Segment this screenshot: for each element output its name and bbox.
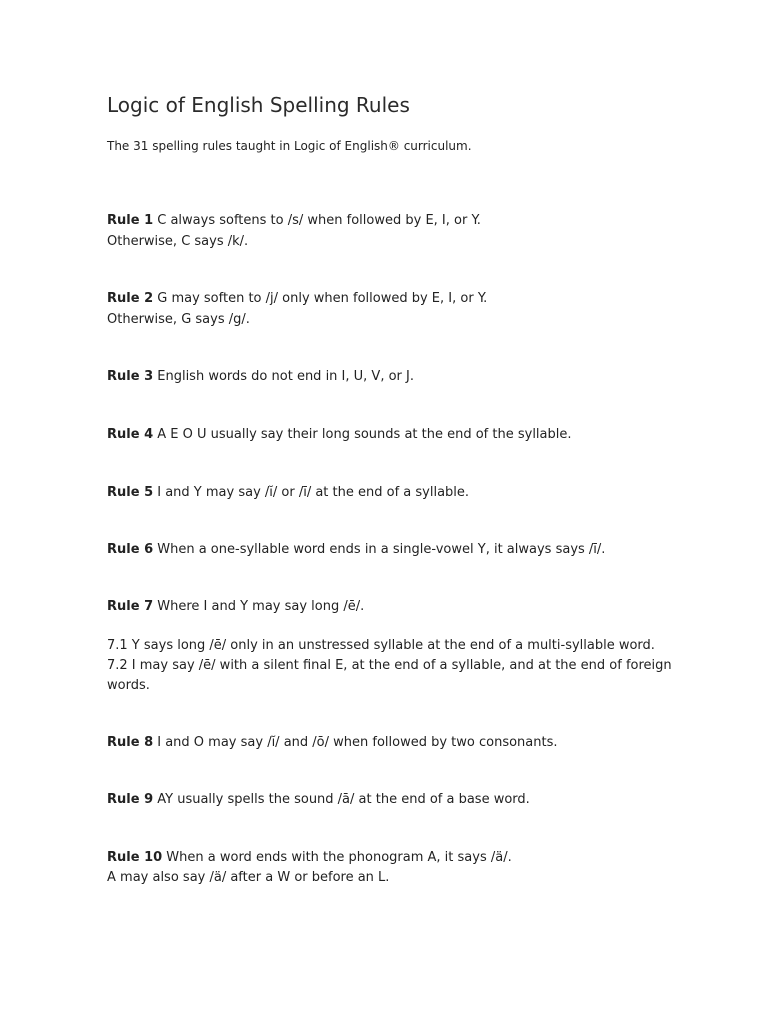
- rule-label: Rule 3: [107, 369, 154, 384]
- rule-label: Rule 4: [107, 427, 154, 442]
- rule-10-extra: A may also say /ä/ after a W or before an L.: [107, 870, 390, 885]
- rule-3: [107, 367, 414, 387]
- rule-label: Rule 1: [107, 213, 154, 228]
- rule-text: Where I and Y may say long /ē/.: [157, 599, 365, 614]
- rule-text: AY usually spells the sound /ā/ at the end of a base word.: [157, 792, 530, 807]
- rule-label: Rule 2: [107, 291, 154, 306]
- rule-8: [107, 733, 558, 753]
- rule-label: Rule 8: [107, 735, 154, 750]
- rule-10: [107, 848, 512, 868]
- rule-7: [107, 597, 364, 617]
- document-subtitle: The 31 spelling rules taught in Logic of English® curriculum.: [107, 139, 472, 153]
- rule-5: [107, 483, 469, 503]
- rule-text: I and Y may say /ĭ/ or /ī/ at the end of a syllable.: [157, 485, 470, 500]
- rule-text: I and O may say /ĭ/ and /ō/ when followed by two consonants.: [157, 735, 558, 750]
- rule-label: Rule 7: [107, 599, 154, 614]
- rule-text: A E O U usually say their long sounds at the end of the syllable.: [157, 427, 572, 442]
- rule-6: [107, 540, 605, 560]
- rule-text: When a word ends with the phonogram A, it says /ä/.: [166, 850, 512, 865]
- rule-text: When a one-syllable word ends in a single-vowel Y, it always says /ī/.: [157, 542, 606, 557]
- rule-7-2: 7.2 I may say /ē/ with a silent final E, at the end of a syllable, and at the end of foreign: [107, 658, 672, 673]
- rule-7-2-continued: words.: [107, 678, 150, 693]
- rule-label: Rule 10: [107, 850, 163, 865]
- rule-text: G may soften to /j/ only when followed by E, I, or Y.: [157, 291, 488, 306]
- rule-4: [107, 425, 572, 445]
- rule-text: C always softens to /s/ when followed by E, I, or Y.: [157, 213, 481, 228]
- rule-label: Rule 9: [107, 792, 154, 807]
- rule-text: English words do not end in I, U, V, or J.: [157, 369, 414, 384]
- document-title: Logic of English Spelling Rules: [107, 93, 410, 117]
- rule-1: [107, 211, 481, 231]
- rule-label: Rule 5: [107, 485, 154, 500]
- rule-7-1: 7.1 Y says long /ē/ only in an unstressed syllable at the end of a multi-syllable word.: [107, 638, 655, 653]
- rule-2-extra: Otherwise, G says /g/.: [107, 312, 250, 327]
- rule-label: Rule 6: [107, 542, 154, 557]
- rule-2: [107, 289, 487, 309]
- rule-9: [107, 790, 530, 810]
- rule-1-extra: Otherwise, C says /k/.: [107, 234, 249, 249]
